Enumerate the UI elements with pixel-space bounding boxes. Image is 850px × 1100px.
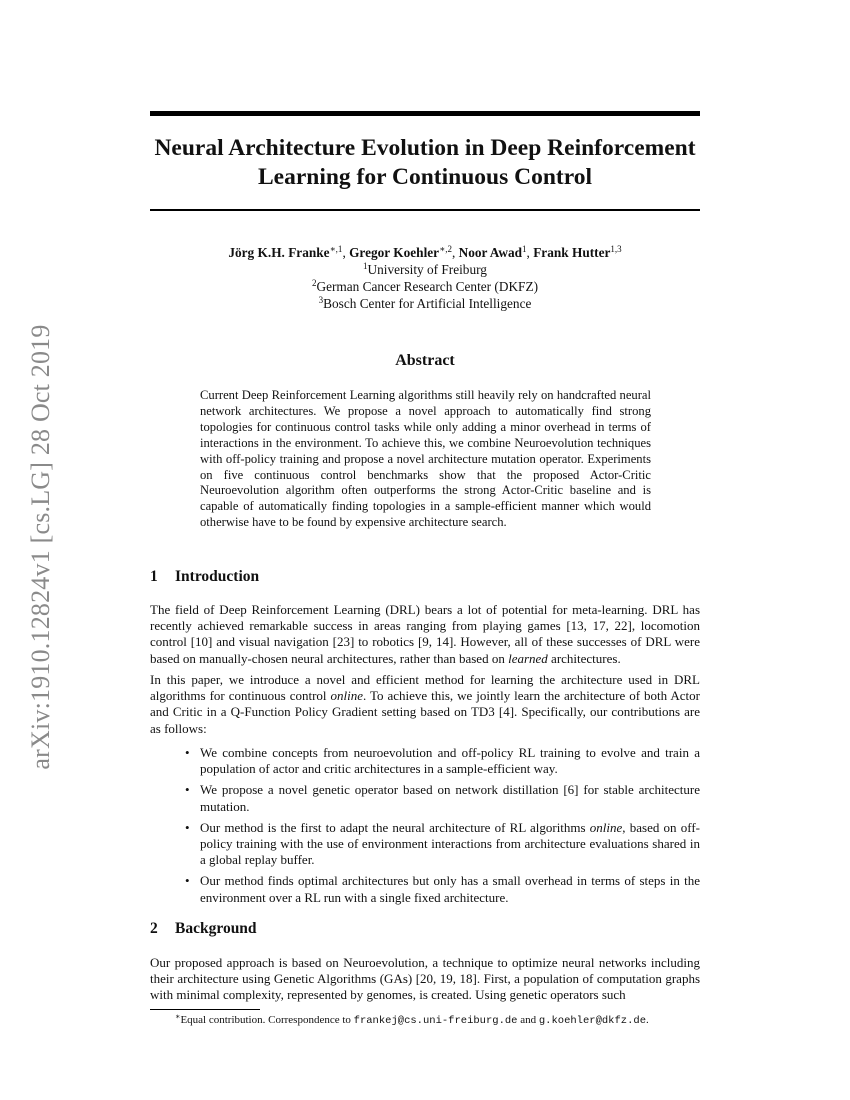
list-item (183, 873, 700, 905)
author-affiliation-mark: ∗,1 (329, 244, 343, 254)
section-number: 2 (150, 920, 158, 937)
author-name: Frank Hutter (533, 245, 611, 260)
author-affiliation-mark: ∗,2 (439, 244, 452, 254)
footnote (150, 1013, 710, 1028)
author-name: Jörg K.H. Franke (228, 245, 330, 260)
paragraph-text: In this paper, we introduce a novel and efficient method for learning the architecture used in DRL algorithms for continuous control (150, 672, 700, 704)
paragraph-text: . To achieve this, we jointly learn the architecture of both Actor and Critic in a Q-Function Policy Gradient setting based on TD3 [4]. Specifically, our contributions are as follows: (150, 688, 700, 736)
email-link[interactable]: frankej@cs.uni-freiburg.de (353, 1015, 518, 1027)
author-list: Jörg K.H. Franke$^{∗,1}$, Gregor Koehler$^{∗,2}$, Noor Awad$^1$, Frank Hutter$^{1,3}$ (228, 244, 622, 260)
list-item-text: , based on off-policy training with the use of environment interactions from architecture evaluations shared in a global replay buffer. (200, 819, 700, 868)
abstract-heading: Abstract (395, 352, 455, 369)
affiliation-name: Bosch Center for Artificial Intelligence (323, 296, 532, 311)
list-item-text: Our method finds optimal architectures but only has a small overhead in terms of steps in the environment over a RL run with a single fixed architecture. (200, 873, 700, 905)
author-name: Noor Awad (458, 245, 523, 260)
background-paragraph-1: Our proposed approach is based on Neuroevolution, a technique to optimize neural networks including their architecture using Genetic Algorithms (GAs) [20, 19, 18]. First, a population of computation graphs with minimal complexity, represented by genomes, is created. Using genetic operators such (150, 955, 700, 1003)
section-title: Background (175, 920, 257, 937)
list-item-text: We combine concepts from neuroevolution and off-policy RL training to evolve and train a population of actor and critic architectures in a sample-efficient way. (200, 745, 700, 777)
bullet-icon: • (185, 819, 190, 835)
affiliation (150, 261, 700, 278)
section-number: 1 (150, 568, 158, 585)
bullet-icon: • (185, 782, 190, 798)
author-block (150, 244, 700, 312)
footnote-text: Equal contribution. Correspondence to (180, 1014, 354, 1026)
paragraph-text: architectures. (547, 650, 621, 666)
author-affiliation-mark: 1,3 (610, 244, 622, 254)
abstract-text: Current Deep Reinforcement Learning algorithms still heavily rely on handcrafted neural network architectures. We propose a novel approach to automatically find strong topologies for continuous control tasks while only adding a minor overhead in terms of interactions in the environment. To achieve this, we combine Neuroevolution techniques with off-policy training and propose a novel architecture mutation operator. Experiments on five continuous control benchmarks show that the proposed Actor-Critic Neuroevolution algorithm often outperforms the strong Actor-Critic baseline and is capable of automatically finding topologies in a sample-efficient manner which would otherwise have to be found by expensive architecture search. (200, 388, 651, 530)
footnote-mark: ∗ (175, 1012, 181, 1021)
paragraph-text: The field of Deep Reinforcement Learning (DRL) bears a lot of potential for meta-learning. DRL has recently achieved remarkable success in areas ranging from playing games [13, 17, 22], locomotion control [10] and visual navigation [23] to robotics [9, 14]. However, all of these successes of DRL were based on manually-chosen neural architectures, rather than based on (150, 602, 700, 666)
list-item-text: We propose a novel genetic operator based on network distillation [6] for stable architecture mutation. (200, 782, 700, 814)
arxiv-identifier-text: arXiv:1910.12824v1 [cs.LG] 28 Oct 2019 (26, 324, 55, 770)
emphasis-text: learned (508, 650, 548, 666)
author-affiliation-mark: 1 (522, 244, 527, 254)
bullet-icon: • (185, 745, 190, 760)
section-heading-background (150, 920, 257, 938)
emphasis-text: online (330, 688, 363, 704)
bullet-icon: • (185, 873, 190, 889)
paper-title: Neural Architecture Evolution in Deep Reinforcement Learning for Continuous Control (154, 135, 696, 190)
contribution-list (183, 745, 700, 911)
affiliation-mark: 1 (363, 261, 368, 271)
affiliation-mark: 3 (318, 295, 324, 305)
affiliation (150, 278, 700, 295)
section-title: Introduction (175, 568, 260, 585)
list-item (183, 820, 700, 869)
affiliation-mark: 2 (311, 278, 317, 288)
list-item-text: Our method is the first to adapt the neural architecture of RL algorithms (200, 819, 590, 835)
section-heading-introduction (150, 568, 259, 586)
footnote-rule (150, 1009, 260, 1010)
title-bottom-rule (150, 209, 700, 211)
intro-paragraph-2 (150, 672, 700, 737)
arxiv-identifier-stamp (18, 296, 64, 798)
footnote-text: . (646, 1014, 649, 1026)
affiliation (150, 295, 700, 312)
affiliation-name: University of Freiburg (367, 262, 487, 277)
author-name: Gregor Koehler (349, 245, 440, 260)
list-item (183, 745, 700, 777)
affiliation-name: German Cancer Research Center (DKFZ) (316, 279, 539, 294)
email-link[interactable]: g.koehler@dkfz.de (538, 1015, 646, 1027)
title-top-rule (150, 111, 700, 116)
intro-paragraph-1 (150, 602, 700, 667)
emphasis-text: online (589, 819, 623, 835)
list-item (183, 782, 700, 814)
footnote-text: and (517, 1014, 539, 1026)
